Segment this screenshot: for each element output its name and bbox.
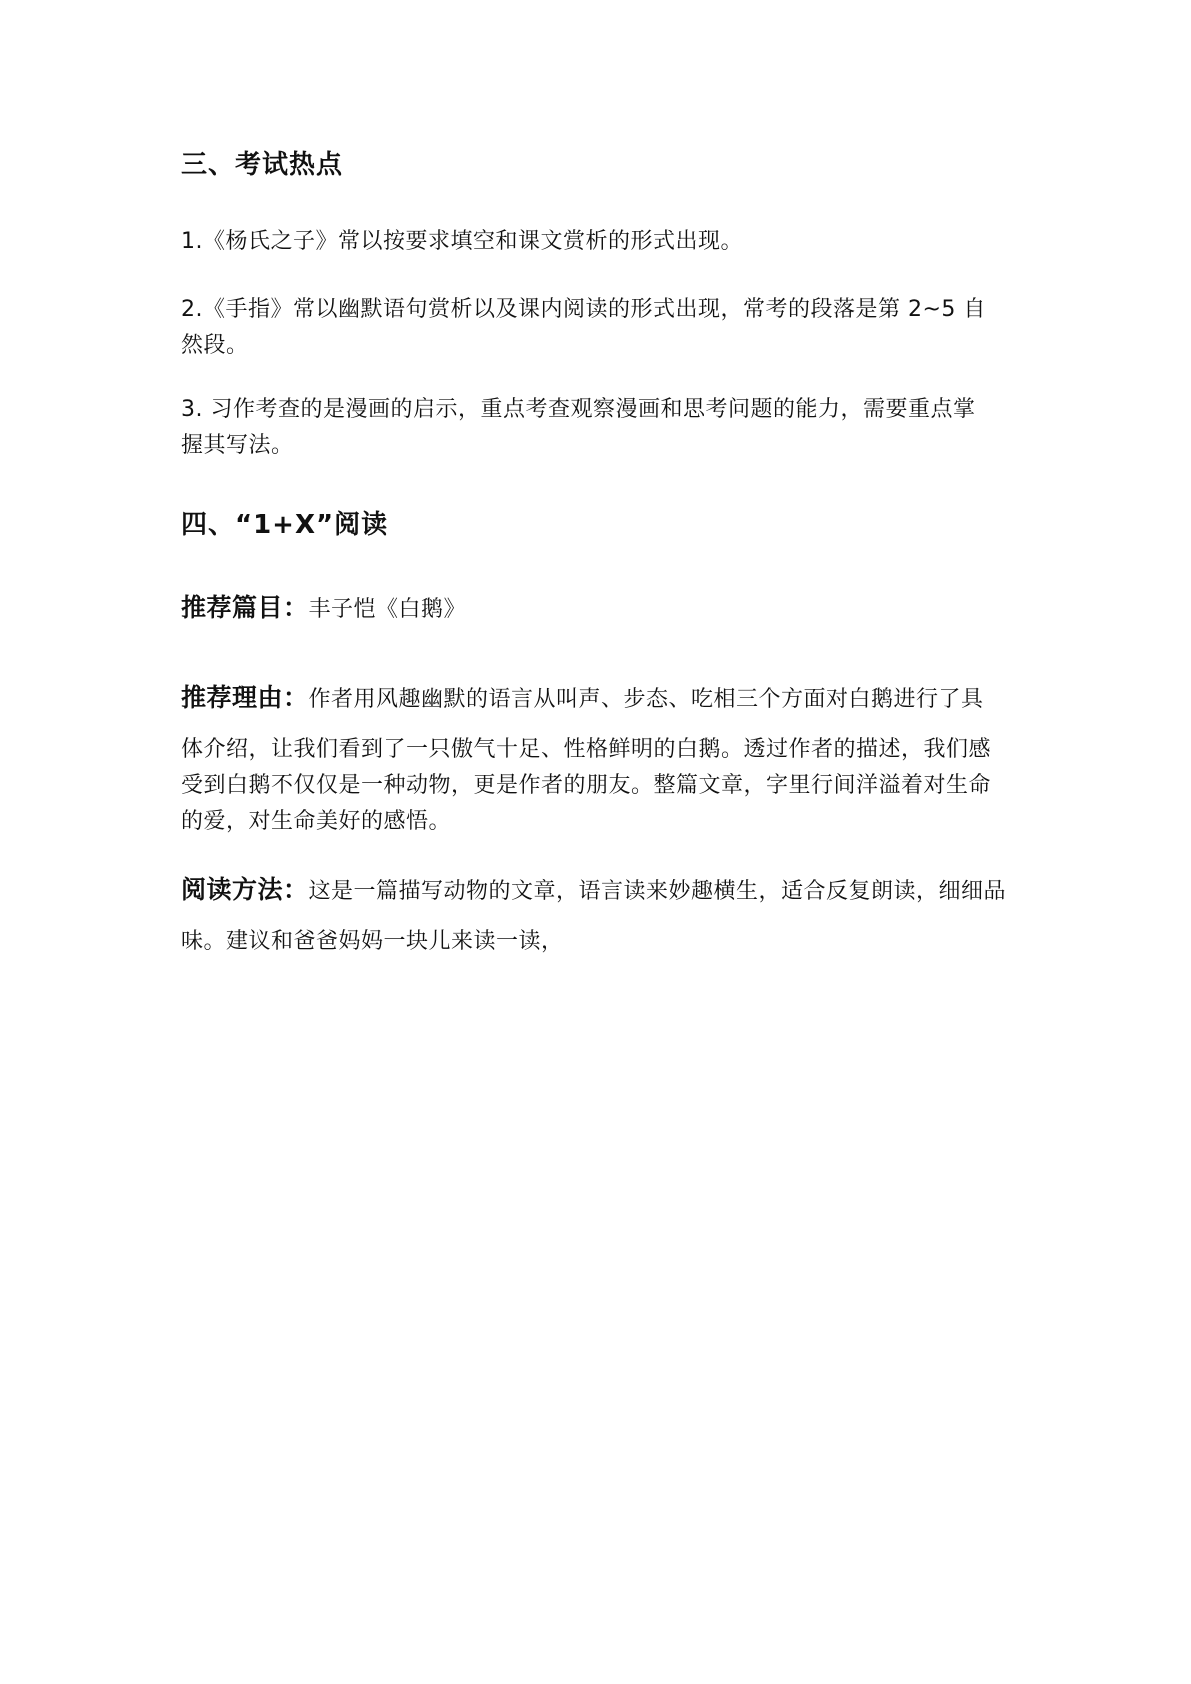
recommended-title-label: 推荐篇目： bbox=[181, 593, 309, 622]
recommended-reason-line-2: 体介绍，让我们看到了一只傲气十足、性格鲜明的白鹅。透过作者的描述，我们感 bbox=[181, 737, 992, 762]
reading-method-line-2: 味。建议和爸爸妈妈一块儿来读一读， bbox=[181, 929, 564, 954]
exam-hotspot-item-1-text: 1.《杨氏之子》常以按要求填空和课文赏析的形式出现。 bbox=[181, 229, 743, 254]
section-heading-reading: 四、“1+X”阅读 bbox=[181, 510, 389, 540]
exam-hotspot-item-2 bbox=[181, 292, 1019, 364]
exam-hotspot-item-3 bbox=[181, 392, 1019, 464]
exam-hotspot-item-3-line-1: 3. 习作考查的是漫画的启示，重点考查观察漫画和思考问题的能力，需要重点掌 bbox=[181, 397, 976, 422]
recommended-reason bbox=[181, 680, 1019, 840]
exam-hotspot-item-3-line-2: 握其写法。 bbox=[181, 433, 294, 458]
reading-method-label: 阅读方法： bbox=[181, 875, 309, 904]
reading-method bbox=[181, 872, 1019, 960]
exam-hotspot-item-2-line-2: 然段。 bbox=[181, 333, 249, 358]
reading-method-line-1: 这是一篇描写动物的文章，语言读来妙趣横生，适合反复朗读，细细品 bbox=[308, 879, 1007, 904]
recommended-reason-line-4: 的爱，对生命美好的感悟。 bbox=[181, 809, 452, 834]
exam-hotspot-item-1 bbox=[181, 224, 1019, 260]
recommended-reason-line-3: 受到白鹅不仅仅是一种动物，更是作者的朋友。整篇文章，字里行间洋溢着对生命 bbox=[181, 773, 992, 798]
recommended-title-value: 丰子恺《白鹅》 bbox=[308, 597, 467, 622]
recommended-title bbox=[181, 590, 1019, 628]
recommended-reason-line-1: 作者用风趣幽默的语言从叫声、步态、吃相三个方面对白鹅进行了具 bbox=[308, 687, 984, 712]
recommended-reason-label: 推荐理由： bbox=[181, 683, 309, 712]
section-heading-exam-hotspots: 三、考试热点 bbox=[181, 150, 344, 180]
exam-hotspot-item-2-line-1: 2.《手指》常以幽默语句赏析以及课内阅读的形式出现，常考的段落是第 2~5 自 bbox=[181, 297, 986, 322]
